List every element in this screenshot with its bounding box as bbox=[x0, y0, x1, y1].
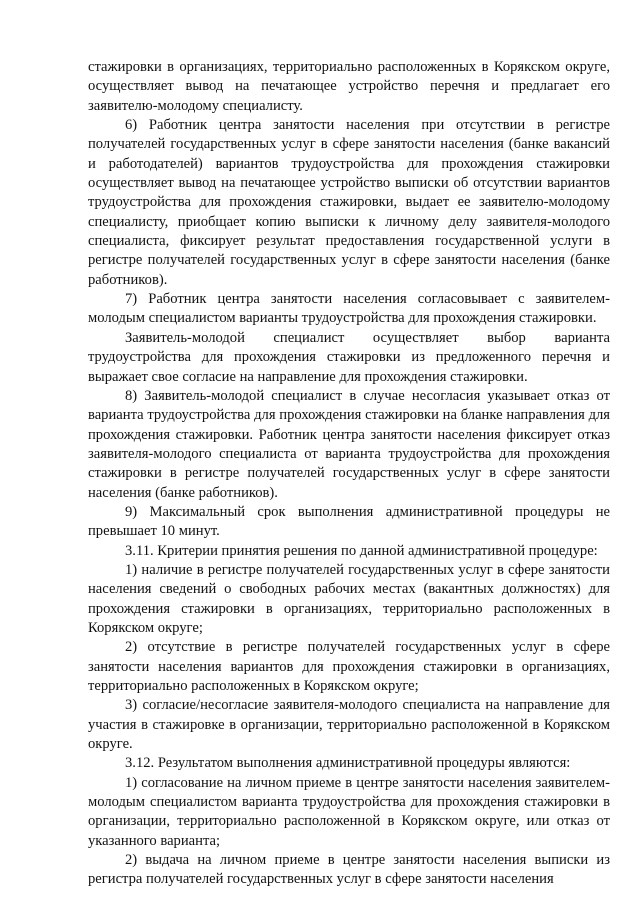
paragraph-item-6: 6) Работник центра занятости населения при отсутствии в регистре получателей государственных услуг в сфере занятости населения (банке вакансий и работодателей) вариантов трудоустройства для прохождения стажировки осуществляет вывод на печатающее устройство выписки об отсутствии вариантов трудоустройства для прохождения стажировки, выдает ее заявителю-молодому специалисту, приобщает копию выписки к личному делу заявителя-молодого специалиста, фиксирует результат предоставления государственной услуги в регистре получателей государственных услуг в сфере занятости населения (банке работников). bbox=[88, 117, 610, 288]
result-item-2: 2) выдача на личном приеме в центре занятости населения выписки из регистра получателей государственных услуг в сфере занятости населения bbox=[88, 852, 610, 888]
result-item-1: 1) согласование на личном приеме в центре занятости населения заявителем-молодым специалистом варианта трудоустройства для прохождения стажировки в организации, территориально расположенной в Корякском округе, или отказ от указанного варианта; bbox=[88, 774, 610, 849]
paragraph-item-8: 8) Заявитель-молодой специалист в случае несогласия указывает отказ от варианта трудоустройства для прохождения стажировки на бланке направления для прохождения стажировки. Работник центра занятости населения фиксирует отказ заявителя-молодого специалиста от варианта трудоустройства для прохождения стажировки в регистре получателей государственных услуг в сфере занятости населения (банке работников). bbox=[88, 387, 610, 501]
criteria-item-2: 2) отсутствие в регистре получателей государственных услуг в сфере занятости населения вариантов для прохождения стажировки в организациях, территориально расположенных в Корякском округе; bbox=[88, 639, 610, 694]
document-page bbox=[88, 58, 610, 890]
paragraph-continuation: стажировки в организациях, территориально расположенных в Корякском округе, осуществляет вывод на печатающее устройство перечня и предлагает его заявителю-молодому специалисту. bbox=[88, 59, 610, 114]
paragraph-item-7: 7) Работник центра занятости населения согласовывает с заявителем-молодым специалистом варианты трудоустройства для прохождения стажировки. bbox=[88, 291, 610, 327]
section-heading-3-12: 3.12. Результатом выполнения административной процедуры являются: bbox=[125, 755, 571, 772]
criteria-item-1: 1) наличие в регистре получателей государственных услуг в сфере занятости населения сведений о свободных рабочих местах (вакантных должностях) для прохождения стажировки в организациях, территориально расположенных в Корякском округе; bbox=[88, 561, 610, 636]
paragraph-applicant-choice: Заявитель-молодой специалист осуществляет выбор варианта трудоустройства для прохождения стажировки из предложенного перечня и выражает свое согласие на направление для прохождения стажировки. bbox=[88, 329, 610, 385]
criteria-item-3: 3) согласие/несогласие заявителя-молодого специалиста на направление для участия в стажировке в организации, территориально расположенной в Корякском округе. bbox=[88, 697, 610, 753]
paragraph-item-9: 9) Максимальный срок выполнения административной процедуры не превышает 10 минут. bbox=[88, 503, 610, 540]
section-heading-3-11: 3.11. Критерии принятия решения по данной административной процедуре: bbox=[125, 542, 598, 559]
